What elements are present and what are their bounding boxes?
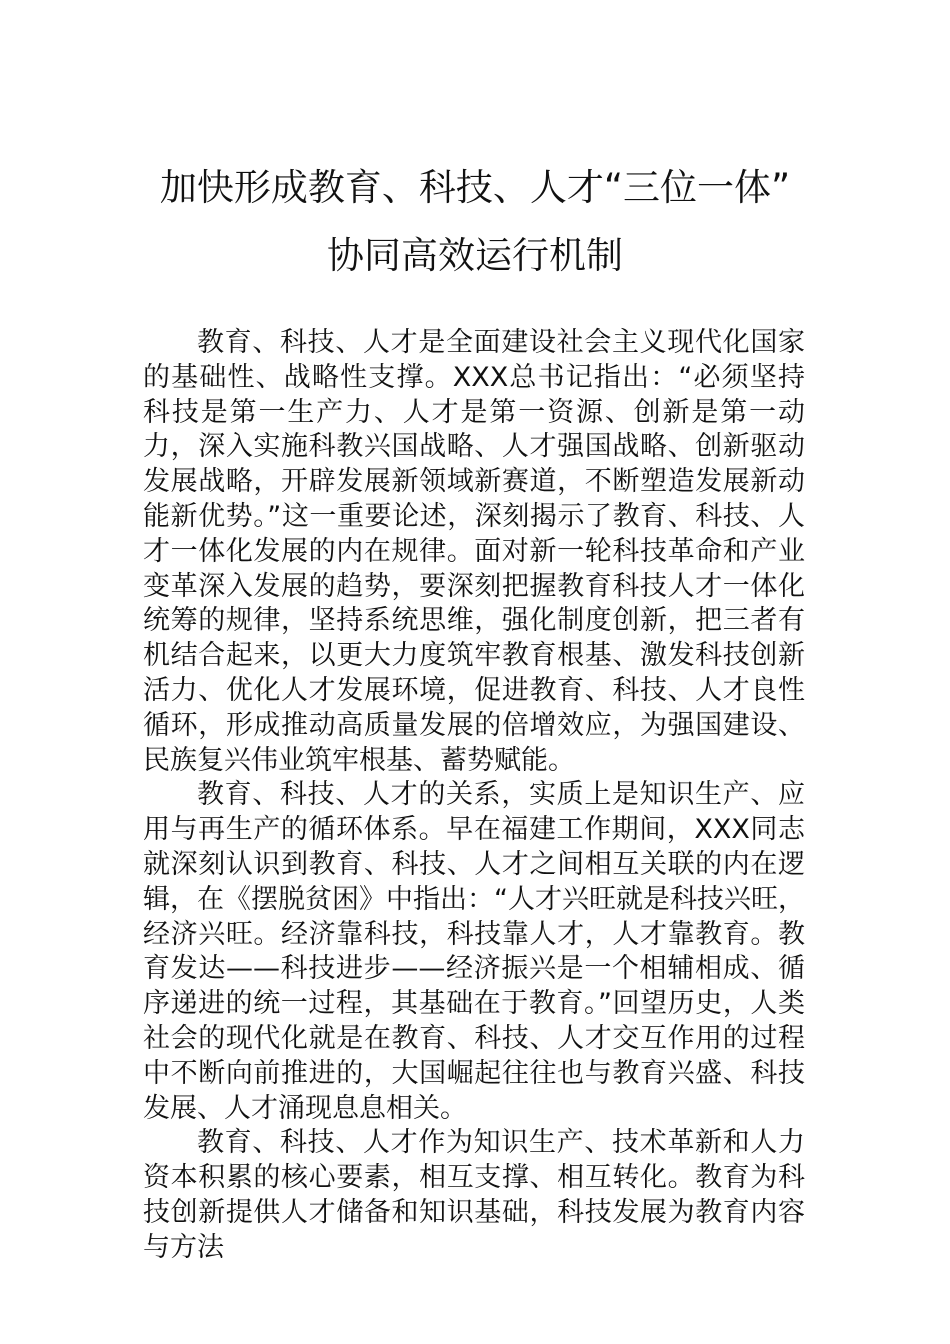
paragraph-3: 教育、科技、人才作为知识生产、技术革新和人力资本积累的核心要素，相互支撑、相互转化。教育为科技创新提供人才储备和知识基础，科技发展为教育内容与方法 bbox=[143, 1127, 805, 1263]
paragraph-1: 教育、科技、人才是全面建设社会主义现代化国家的基础性、战略性支撑。XXX总书记指出：“必须坚持科技是第一生产力、人才是第一资源、创新是第一动力，深入实施科教兴国战略、人才强国战略、创新驱动发展战略，开辟发展新领域新赛道，不断塑造发展新动能新优势。”这一重要论述，深刻揭示了教育、科技、人才一体化发展的内在规律。面对新一轮科技革命和产业变革深入发展的趋势，要深刻把握教育科技人才一体化统筹的规律，坚持系统思维，强化制度创新，把三者有机结合起来，以更大力度筑牢教育根基、激发科技创新活力、优化人才发展环境，促进教育、科技、人才良性循环，形成推动高质量发展的倍增效应，为强国建设、民族复兴伟业筑牢根基、蓄势赋能。 bbox=[143, 327, 805, 776]
paragraph-2: 教育、科技、人才的关系，实质上是知识生产、应用与再生产的循环体系。早在福建工作期间，XXX同志就深刻认识到教育、科技、人才之间相互关联的内在逻辑，在《摆脱贫困》中指出：“人才兴旺就是科技兴旺，经济兴旺。经济靠科技，科技靠人才，人才靠教育。教育发达——科技进步——经济振兴是一个相辅相成、循序递进的统一过程，其基础在于教育。”回望历史，人类社会的现代化就是在教育、科技、人才交互作用的过程中不断向前推进的，大国崛起往往也与教育兴盛、科技发展、人才涌现息息相关。 bbox=[143, 779, 805, 1124]
document-title-line-1: 加快形成教育、科技、人才“三位一体” bbox=[159, 166, 791, 209]
document-title-line-2: 协同高效运行机制 bbox=[327, 234, 623, 277]
document-body bbox=[143, 326, 805, 1266]
